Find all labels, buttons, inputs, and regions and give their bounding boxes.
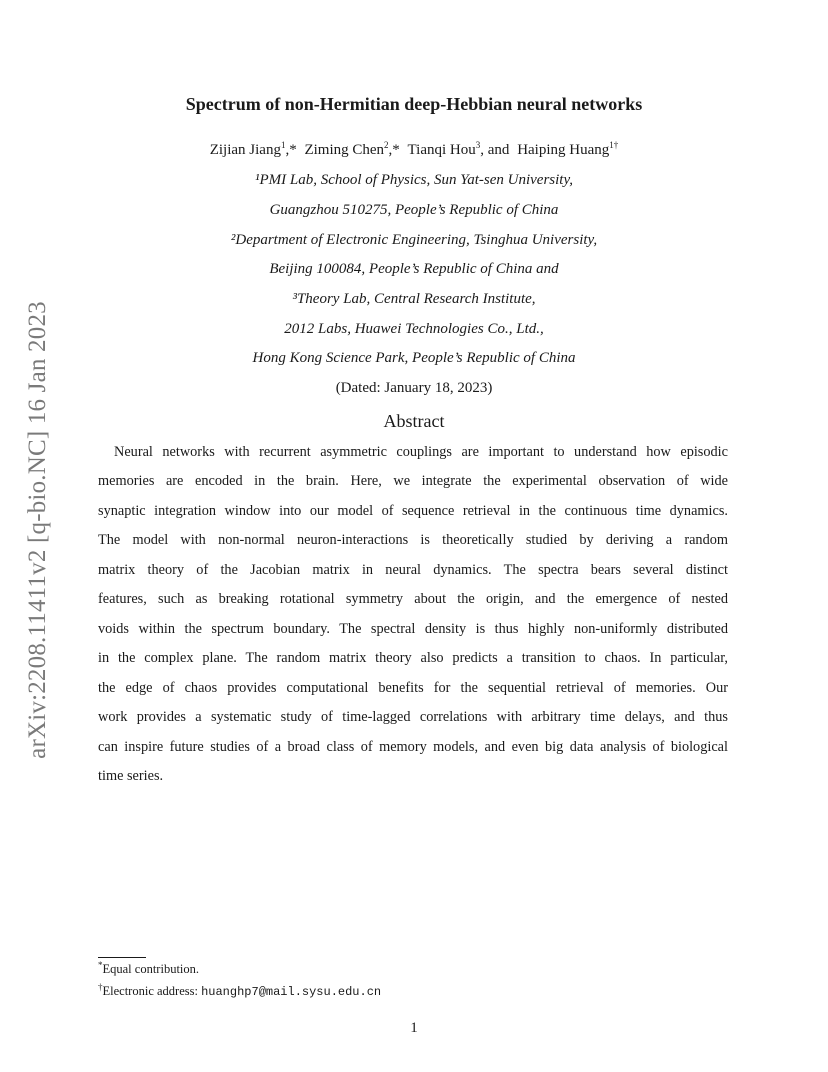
abstract-heading: Abstract: [383, 411, 445, 431]
author-item: [408, 142, 510, 158]
footnote-equal-contribution: [98, 959, 200, 977]
abstract-line: the edge of chaos provides computational benefits for the sequential retrieval of memories. Our: [98, 680, 728, 696]
abstract-line: Neural networks with recurrent asymmetric couplings are important to understand how episodic: [114, 444, 728, 460]
author-affiliation-mark: 1: [280, 140, 286, 150]
footnote-divider: [98, 957, 146, 958]
author-separator: ,*: [285, 142, 297, 158]
abstract-line: can inspire future studies of a broad class of memory models, and even big data analysis of biological: [98, 739, 728, 755]
author-item: [517, 142, 618, 158]
affiliation-line: Beijing 100084, People’s Republic of China and: [269, 261, 559, 277]
arxiv-identifier-stamp: arXiv:2208.11411v2 [q-bio.NC] 16 Jan 2023: [24, 301, 51, 759]
footnote-text: Equal contribution.: [102, 962, 200, 976]
affiliation-line: Guangzhou 510275, People’s Republic of China: [269, 202, 559, 218]
author-separator: , and: [480, 142, 510, 158]
author-affiliation-mark: 3: [475, 140, 481, 150]
footnote-email: [98, 981, 382, 999]
footnote-label: Electronic address:: [102, 984, 202, 998]
author-name: Haiping Huang: [517, 142, 610, 158]
affiliation-line: 2012 Labs, Huawei Technologies Co., Ltd.,: [284, 321, 544, 337]
author-name: Zijian Jiang: [209, 142, 281, 158]
author-list: [0, 142, 828, 159]
author-name: Ziming Chen: [304, 142, 385, 158]
paper-title: Spectrum of non-Hermitian deep-Hebbian neural networks: [185, 94, 643, 114]
author-name: Tianqi Hou: [407, 142, 476, 158]
abstract-line: in the complex plane. The random matrix theory also predicts a transition to chaos. In particular,: [98, 650, 728, 666]
author-item: [304, 142, 399, 158]
abstract-line: work provides a systematic study of time-lagged correlations with arbitrary time delays, and thus: [98, 709, 728, 725]
abstract-line: synaptic integration window into our model of sequence retrieval in the continuous time dynamics.: [98, 503, 728, 519]
abstract-line: voids within the spectrum boundary. The spectral density is thus highly non-uniformly distributed: [98, 621, 728, 637]
affiliation-line: ²Department of Electronic Engineering, Tsinghua University,: [230, 232, 598, 248]
email-address-link[interactable]: huanghp7@mail.sysu.edu.cn: [201, 985, 382, 999]
abstract-line: time series.: [98, 768, 164, 784]
abstract-line: matrix theory of the Jacobian matrix in neural dynamics. The spectra bears several distinct: [98, 562, 728, 578]
affiliation-line: ³Theory Lab, Central Research Institute,: [292, 291, 536, 307]
abstract-line: The model with non-normal neuron-interactions is theoretically studied by deriving a random: [98, 532, 728, 548]
author-affiliation-mark: 1†: [609, 140, 619, 150]
dated-line: (Dated: January 18, 2023): [335, 380, 493, 396]
affiliation-line: Hong Kong Science Park, People’s Republic of China: [252, 350, 576, 366]
page-number: 1: [410, 1020, 418, 1036]
author-item: [210, 142, 297, 158]
author-separator: ,*: [388, 142, 400, 158]
affiliation-line: ¹PMI Lab, School of Physics, Sun Yat-sen University,: [254, 172, 574, 188]
abstract-line: memories are encoded in the brain. Here, we integrate the experimental observation of wide: [98, 473, 728, 489]
author-affiliation-mark: 2: [384, 140, 389, 150]
abstract-line: features, such as breaking rotational symmetry about the origin, and the emergence of nested: [98, 591, 728, 607]
footnote-mark: *: [98, 959, 103, 970]
footnote-mark: †: [98, 981, 103, 992]
